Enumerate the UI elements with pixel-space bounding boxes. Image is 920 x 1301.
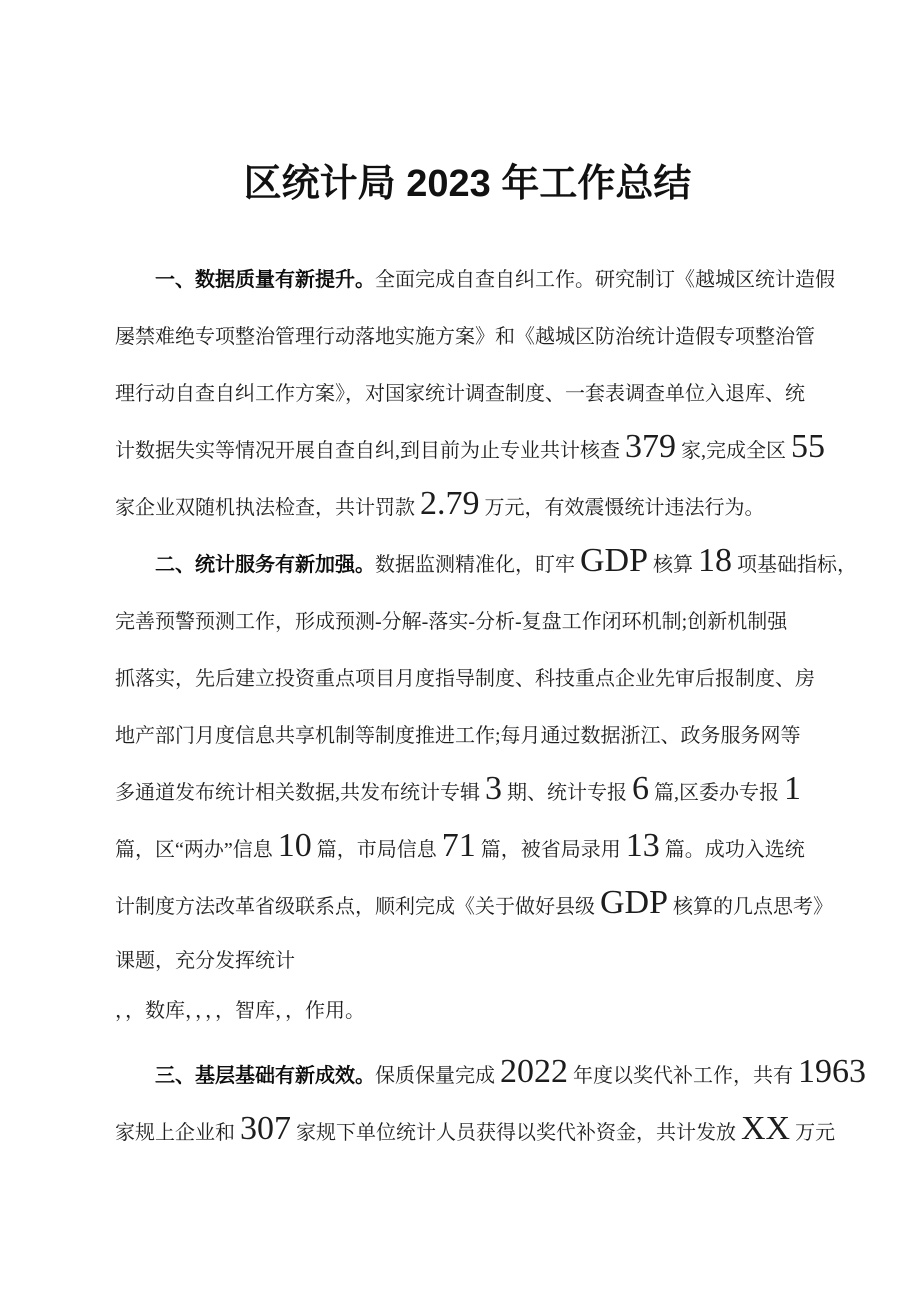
text-line: 计数据失实等情况开展自查自纠,到目前为止专业共计核查 379 家,完成全区 55 [115, 428, 825, 465]
text-run: 全面完成自查自纠工作。研究制订《越城区统计造假 [375, 269, 835, 291]
text-line: 屡禁难绝专项整治管理行动落地实施方案》和《越城区防治统计造假专项整治管 [115, 326, 815, 348]
text-line: 篇，区“两办”信息 10 篇，市局信息 71 篇，被省局录用 13 篇。成功入选统 [115, 827, 805, 864]
text-line: 家规上企业和 307 家规下单位统计人员获得以奖代补资金，共计发放 XX 万元 [115, 1110, 836, 1147]
paragraph-data-quality [115, 252, 835, 537]
text-line [115, 537, 858, 594]
text-line: ，，数库，，，，智库，，作用。 [115, 1000, 365, 1022]
text-line: 课题，充分发挥统计 [115, 950, 295, 972]
text-line [115, 252, 835, 309]
text-line: 计制度方法改革省级联系点，顺利完成《关于做好县级 GDP 核算的几点思考》 [115, 884, 834, 921]
section-heading-3: 三、基层基础有新成效。 [155, 1065, 375, 1087]
text-run: 保质保量完成 2022 年度以奖代补工作，共有 1963 [375, 1053, 866, 1090]
section-heading-2: 二、统计服务有新加强。 [155, 554, 375, 576]
paragraph-statistics-service [115, 537, 858, 1036]
text-line: 抓落实，先后建立投资重点项目月度指导制度、科技重点企业先审后报制度、房 [115, 668, 815, 690]
text-line [115, 1048, 866, 1105]
text-run: 数据监测精准化，盯牢 GDP 核算 18 项基础指标， [375, 542, 858, 579]
paragraph-grassroots-foundation [115, 1048, 866, 1162]
page-title: 区统计局 2023 年工作总结 [243, 163, 692, 205]
text-line: 理行动自查自纠工作方案》，对国家统计调查制度、一套表调查单位入退库、统 [115, 383, 805, 405]
section-heading-1: 一、数据质量有新提升。 [155, 269, 375, 291]
text-line: 地产部门月度信息共享机制等制度推进工作;每月通过数据浙江、政务服务网等 [115, 725, 801, 747]
text-line: 完善预警预测工作，形成预测-分解-落实-分析-复盘工作闭环机制;创新机制强 [115, 611, 788, 633]
text-line: 家企业双随机执法检查，共计罚款 2.79 万元，有效震慑统计违法行为。 [115, 485, 765, 522]
text-line: 多通道发布统计相关数据,共发布统计专辑 3 期、统计专报 6 篇,区委办专报 1 [115, 770, 801, 807]
